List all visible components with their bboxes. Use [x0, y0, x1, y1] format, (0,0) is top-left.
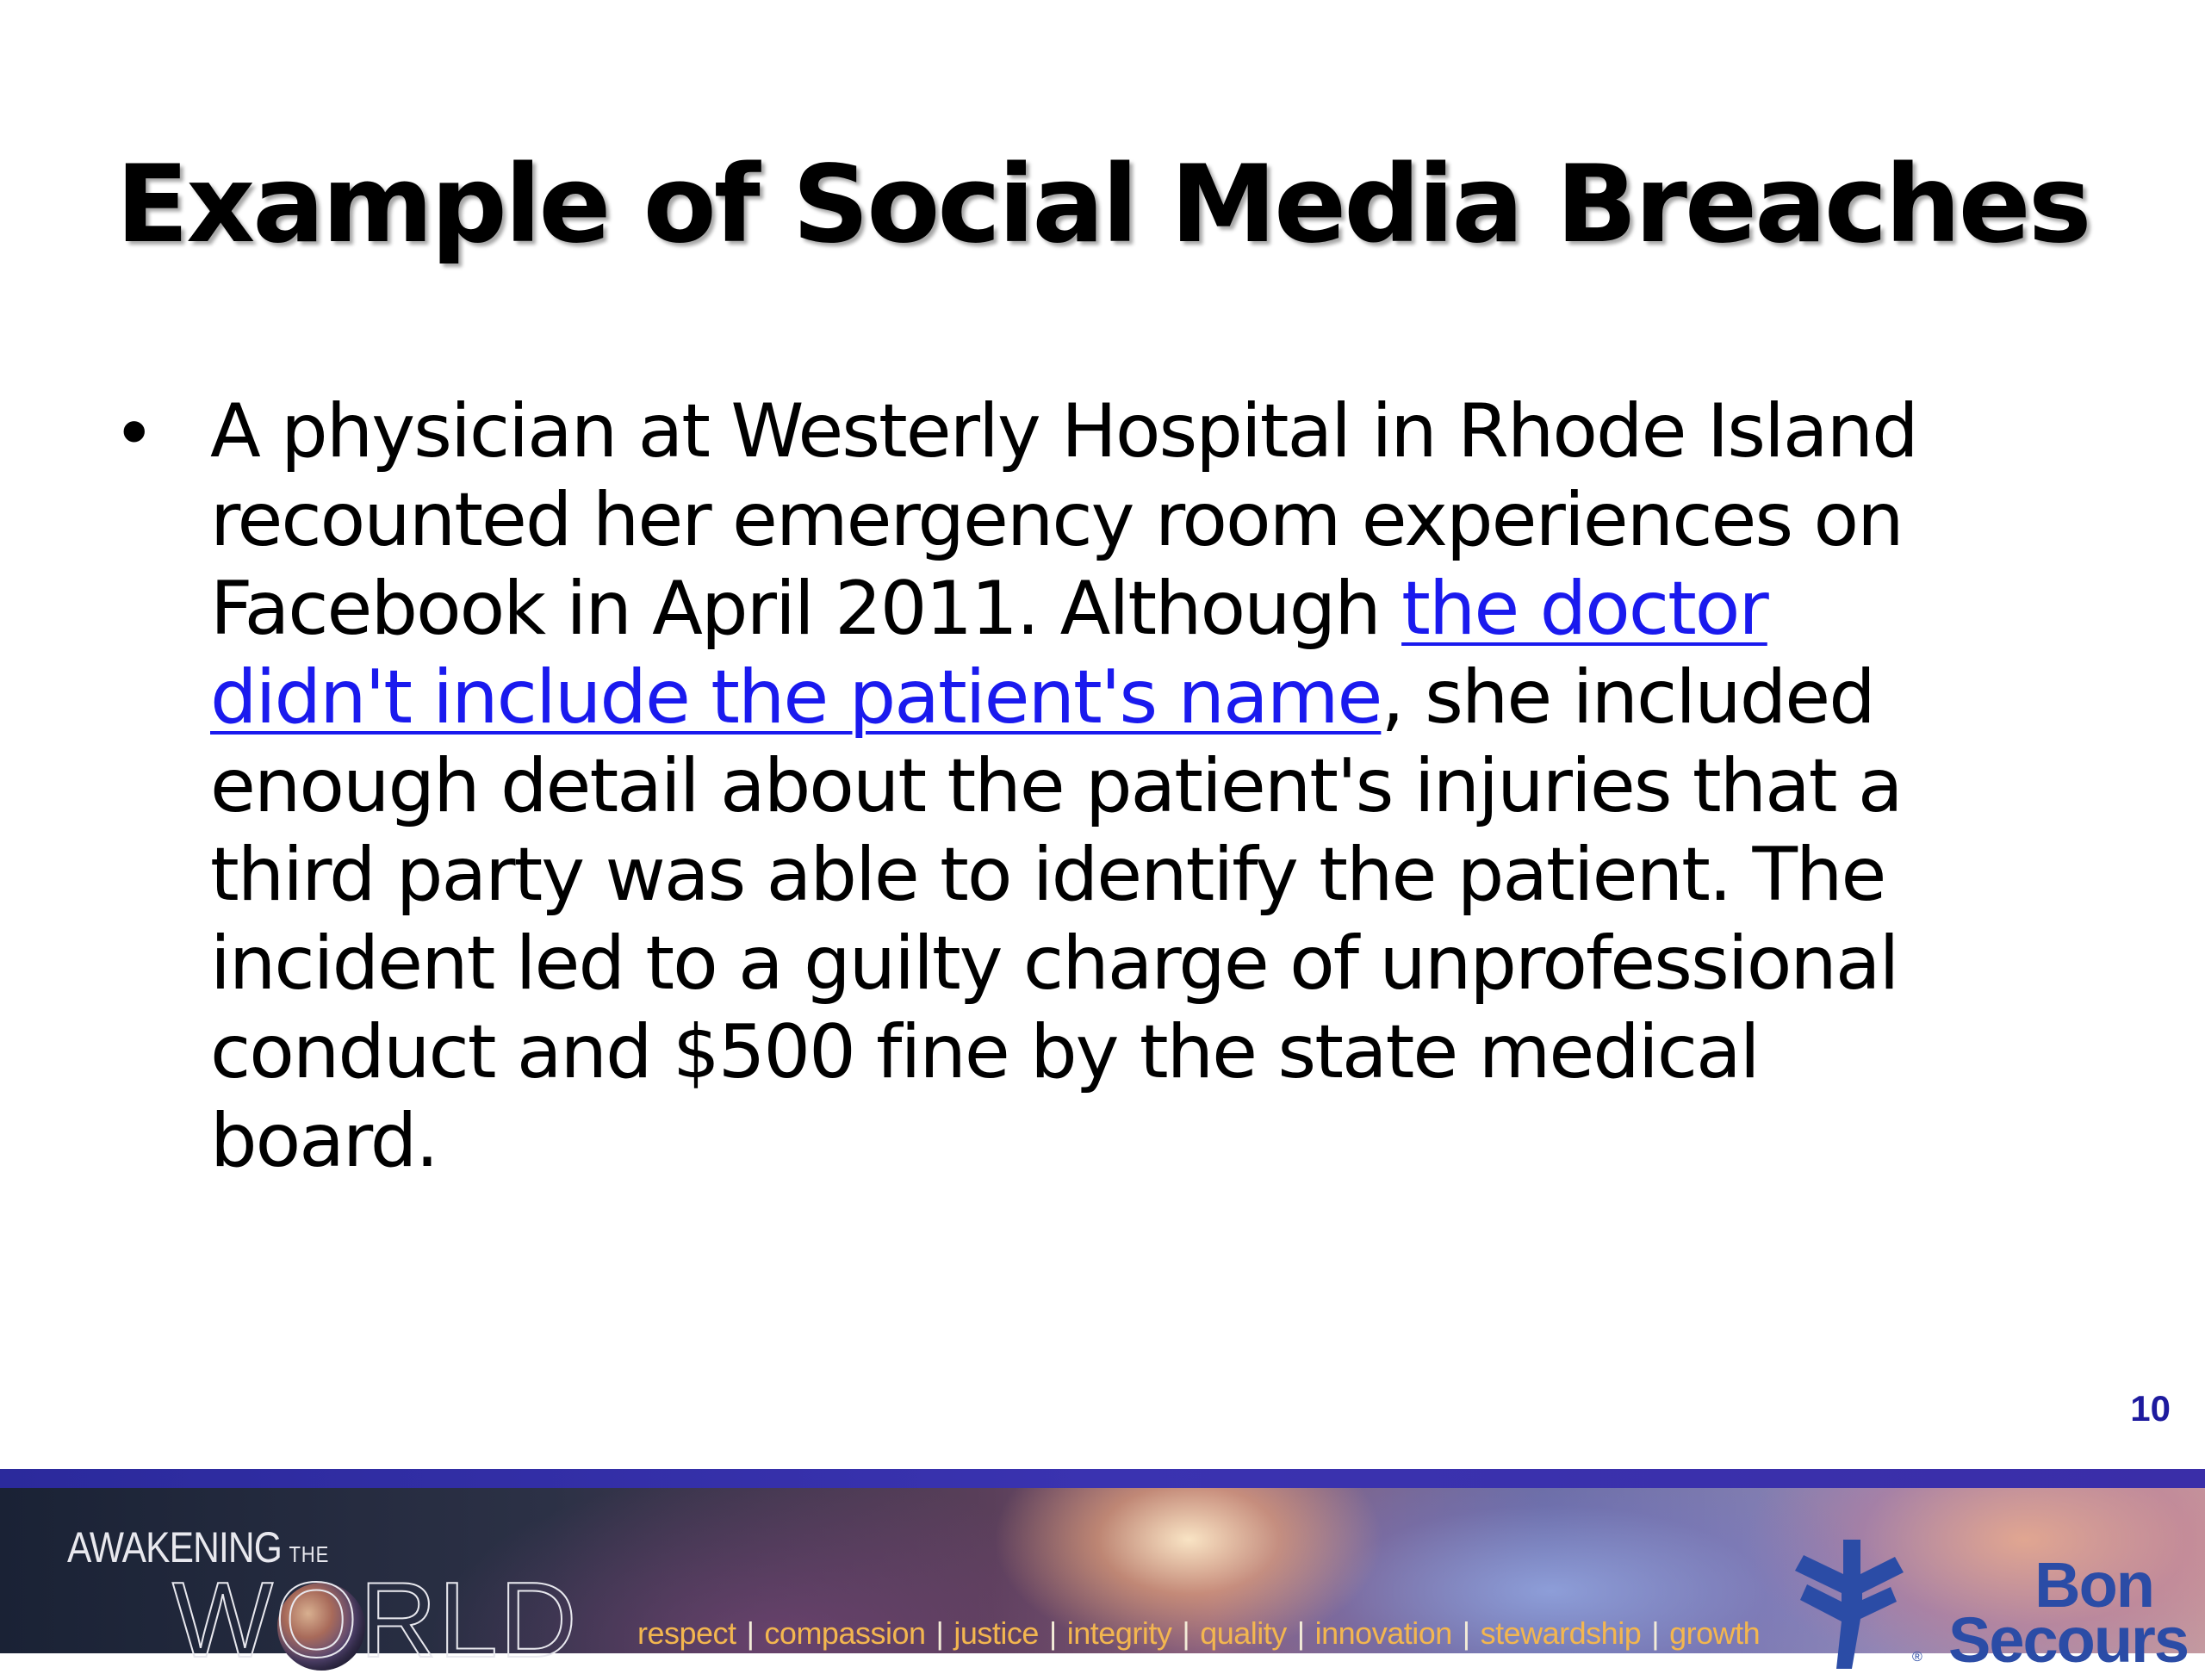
- value-separator: |: [1462, 1615, 1470, 1651]
- logo-secours: Secours: [1947, 1604, 2188, 1676]
- logo-bon: Bon: [2034, 1549, 2153, 1621]
- body-line: A physician at Westerly Hospital in Rhode Island: [210, 388, 1917, 474]
- doctor-name-link-continued[interactable]: didn't include the patient's name: [210, 654, 1382, 741]
- body-line: [210, 565, 2059, 654]
- body-line: incident led to a guilty charge of unprofessional: [210, 921, 1898, 1007]
- value-item: stewardship: [1480, 1615, 1642, 1651]
- value-separator: |: [1651, 1615, 1660, 1651]
- doctor-name-link[interactable]: the doctor: [1401, 566, 1767, 652]
- brand-awakening: AWAKENING: [67, 1523, 282, 1572]
- value-separator: |: [1048, 1615, 1057, 1651]
- body-line: recounted her emergency room experiences on: [210, 477, 1903, 563]
- value-item: justice: [953, 1615, 1039, 1651]
- body-line: [210, 654, 2059, 742]
- brand-the: THE: [289, 1541, 330, 1567]
- value-item: integrity: [1066, 1615, 1172, 1651]
- footer-banner: [0, 1469, 2205, 1680]
- slide-title: Example of Social Media Breaches: [115, 143, 2090, 267]
- brand-world: WORLD: [172, 1561, 579, 1680]
- value-item: growth: [1669, 1615, 1761, 1651]
- footer-background: [0, 1488, 2205, 1680]
- value-item: innovation: [1314, 1615, 1452, 1651]
- value-item: respect: [637, 1615, 736, 1651]
- bon-secours-logo-icon: [1792, 1540, 1904, 1669]
- bullet-item: [210, 387, 2059, 1186]
- values-list: [637, 1615, 1760, 1652]
- bullet-marker: •: [121, 388, 148, 474]
- value-separator: |: [935, 1615, 944, 1651]
- registered-mark: ®: [1912, 1650, 1922, 1665]
- body-line: board.: [210, 1098, 438, 1184]
- value-separator: |: [1296, 1615, 1305, 1651]
- value-separator: |: [746, 1615, 755, 1651]
- body-line: third party was able to identify the patient. The: [210, 832, 1885, 918]
- page-number: 10: [2130, 1388, 2171, 1429]
- bon-secours-logo-text: [1912, 1549, 2188, 1676]
- body-line: enough detail about the patient's injuries that a: [210, 743, 1902, 829]
- value-item: compassion: [764, 1615, 926, 1651]
- footer-stripe: [0, 1469, 2205, 1488]
- bullet-list: [121, 387, 2059, 1186]
- body-text-segment: , she included: [1381, 654, 1874, 741]
- value-separator: |: [1182, 1615, 1190, 1651]
- body-text-segment: Facebook in April 2011. Although: [210, 566, 1402, 652]
- value-item: quality: [1200, 1615, 1287, 1651]
- body-line: conduct and $500 fine by the state medical: [210, 1009, 1759, 1095]
